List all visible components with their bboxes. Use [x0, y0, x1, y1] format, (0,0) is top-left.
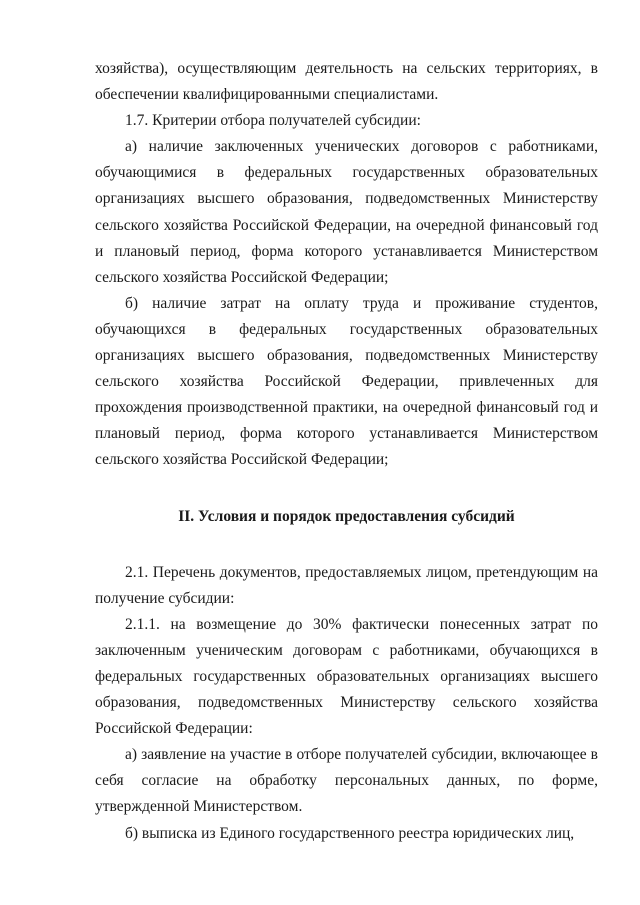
section-heading: II. Условия и порядок предоставления субсидий [178, 507, 515, 525]
document-page [95, 56, 598, 847]
paragraph-item-a: а) заявление на участие в отборе получателей субсидии, включающее в себя согласие на обработку персональных данных, по форме, утвержденной Министерством. [95, 746, 598, 816]
paragraph-clause-2-1: 2.1. Перечень документов, предоставляемых лицом, претендующим на получение субсидии: [95, 563, 598, 607]
paragraph-criterion-a: а) наличие заключенных ученических договоров с работниками, обучающимися в федеральных государственных образовательных организациях высшего образования, подведомственных Министерству сельского хозяйства Российской Федерации, на очередной финансовый год и плановый период, форма которого устанавливается Министерством сельского хозяйства Российской Федерации; [95, 138, 598, 286]
paragraph-criterion-b: б) наличие затрат на оплату труда и проживание студентов, обучающихся в федеральных государственных образовательных организациях высшего образования, подведомственных Министерству сельского хозяйства Российской Федерации, привлеченных для прохождения производственной практики, на очередной финансовый год и плановый период, форма которого устанавливается Министерством сельского хозяйства Российской Федерации; [95, 294, 598, 469]
paragraph-item-b: б) выписка из Единого государственного реестра юридических лиц, [125, 824, 575, 842]
spacer [95, 530, 598, 560]
paragraph-clause-2-1-1: 2.1.1. на возмещение до 30% фактически понесенных затрат по заключенным ученическим договорам с работниками, обучающихся в федеральных государственных образовательных организациях высшего образования, подведомственных Министерству сельского хозяйства Российской Федерации: [95, 615, 598, 738]
spacer [95, 474, 598, 504]
paragraph-continuation: хозяйства), осуществляющим деятельность на сельских территориях, в обеспечении квалифицированными специалистами. [95, 60, 598, 104]
paragraph-clause-1-7: 1.7. Критерии отбора получателей субсидии: [125, 112, 421, 130]
